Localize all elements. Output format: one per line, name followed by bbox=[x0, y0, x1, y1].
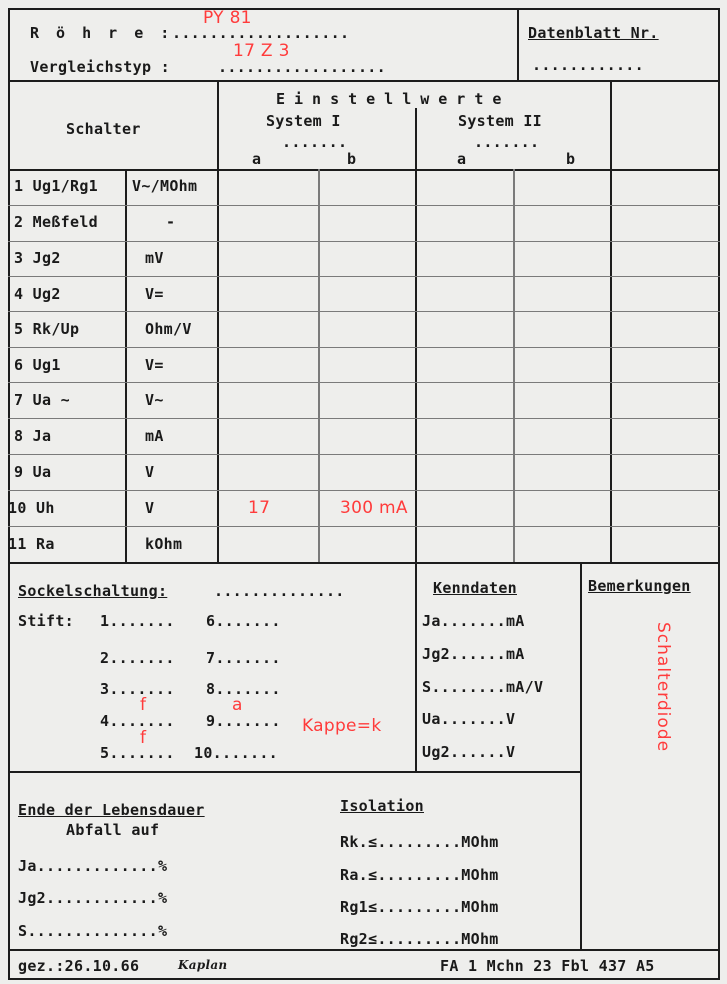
unit-col-line bbox=[217, 169, 219, 563]
row-line bbox=[8, 205, 720, 206]
sockel-title-dots: .............. bbox=[214, 582, 345, 600]
row-unit: - bbox=[166, 213, 176, 231]
system2-col-a: a bbox=[457, 150, 467, 168]
pin-left: 2....... bbox=[100, 649, 175, 667]
row-line bbox=[8, 382, 720, 383]
system1-label: System I bbox=[266, 112, 341, 130]
row-unit: V~/MOhm bbox=[132, 177, 198, 195]
system2-col-b: b bbox=[566, 150, 576, 168]
row-line bbox=[8, 526, 720, 527]
pin4-note-f: f bbox=[140, 695, 147, 715]
frame-bottom bbox=[8, 978, 720, 980]
system-split-line bbox=[415, 108, 417, 563]
row-name: 11 Ra bbox=[8, 535, 55, 553]
frame-top bbox=[8, 8, 720, 10]
row-line bbox=[8, 418, 720, 419]
settings-header-bottom bbox=[8, 169, 720, 171]
grid-bottom bbox=[8, 562, 720, 564]
lebensdauer-item: Jg2............% bbox=[18, 889, 168, 907]
row-unit: V bbox=[145, 463, 155, 481]
isolation-item: Ra.≤.........MOhm bbox=[340, 866, 499, 884]
bemerkungen-note: Schalterdiode bbox=[653, 622, 673, 753]
row-unit: Ohm/V bbox=[145, 320, 192, 338]
pin-right: 9....... bbox=[206, 712, 281, 730]
roehre-label: R ö h r e : bbox=[30, 24, 174, 42]
kenndaten-title: Kenndaten bbox=[433, 579, 517, 597]
lebensdauer-item: Ja.............% bbox=[18, 857, 168, 875]
row-unit: V= bbox=[145, 285, 164, 303]
system1-col-a: a bbox=[252, 150, 262, 168]
row-name: 3 Jg2 bbox=[14, 249, 61, 267]
kenndaten-item: Ua.......V bbox=[422, 710, 516, 728]
bemerkungen-title: Bemerkungen bbox=[588, 577, 691, 595]
datenblatt-dots: ............ bbox=[532, 56, 644, 74]
pin9-note-a: a bbox=[232, 695, 243, 715]
vergleich-label: Vergleichstyp : bbox=[30, 58, 170, 76]
row-name: 5 Rk/Up bbox=[14, 320, 80, 338]
schalter-label: Schalter bbox=[66, 120, 141, 138]
roehre-value: PY 81 bbox=[203, 8, 252, 28]
row-line bbox=[8, 276, 720, 277]
pin5-note-f: f bbox=[140, 728, 147, 748]
isolation-title: Isolation bbox=[340, 797, 424, 815]
row-unit: V bbox=[145, 499, 155, 517]
footer-gez: gez.:26.10.66 bbox=[18, 957, 140, 975]
lebensdauer-subtitle: Abfall auf bbox=[66, 821, 160, 839]
row-name: 7 Ua ~ bbox=[14, 391, 70, 409]
row-unit: V~ bbox=[145, 391, 164, 409]
lebensdauer-top-line bbox=[8, 771, 582, 773]
system2-dots: ....... bbox=[474, 133, 540, 151]
kenndaten-item: Jg2......mA bbox=[422, 645, 525, 663]
vergleich-dots: .................. bbox=[218, 58, 386, 76]
footer-code: FA 1 Mchn 23 Fbl 437 A5 bbox=[440, 957, 655, 975]
pin-left: 3....... bbox=[100, 680, 175, 698]
uh-value-system1: 17 bbox=[248, 498, 271, 518]
system2-label: System II bbox=[458, 112, 542, 130]
system1-dots: ....... bbox=[282, 133, 348, 151]
row-unit: kOhm bbox=[145, 535, 183, 553]
row-name: 9 Ua bbox=[14, 463, 52, 481]
pin-left: 5....... bbox=[100, 744, 175, 762]
pin-left: 4....... bbox=[100, 712, 175, 730]
pin-right: 8....... bbox=[206, 680, 281, 698]
frame-right bbox=[718, 8, 720, 980]
pin-right: 6....... bbox=[206, 612, 281, 630]
kenndaten-item: Ug2......V bbox=[422, 743, 516, 761]
frame-left bbox=[8, 8, 10, 980]
row-name: 4 Ug2 bbox=[14, 285, 61, 303]
stift-label: Stift: bbox=[18, 612, 74, 630]
name-col-line bbox=[125, 169, 127, 563]
row-line bbox=[8, 347, 720, 348]
pin-right: 7....... bbox=[206, 649, 281, 667]
uh-value-current: 300 mA bbox=[340, 498, 408, 518]
isolation-item: Rg1≤.........MOhm bbox=[340, 898, 499, 916]
footer-signature: Kaplan bbox=[178, 958, 228, 972]
row-line bbox=[8, 454, 720, 455]
row-line bbox=[8, 241, 720, 242]
pin-right: 10....... bbox=[194, 744, 278, 762]
row-name: 8 Ja bbox=[14, 427, 52, 445]
footer-top-line bbox=[8, 949, 720, 951]
row-unit: V= bbox=[145, 356, 164, 374]
datenblatt-label: Datenblatt Nr. bbox=[528, 24, 659, 42]
row-line bbox=[8, 490, 720, 491]
row-name: 2 Meßfeld bbox=[14, 213, 98, 231]
vergleich-value: 17 Z 3 bbox=[233, 41, 290, 61]
pin-left: 1....... bbox=[100, 612, 175, 630]
sockel-title: Sockelschaltung: bbox=[18, 582, 168, 600]
row-unit: mA bbox=[145, 427, 164, 445]
roehre-dots: ................... bbox=[172, 24, 350, 42]
kenndaten-item: Ja.......mA bbox=[422, 612, 525, 630]
row-name: 10 Uh bbox=[8, 499, 55, 517]
schalter-col-line bbox=[217, 80, 219, 170]
header-split bbox=[517, 8, 519, 80]
lebensdauer-title: Ende der Lebensdauer bbox=[18, 801, 205, 819]
header-divider bbox=[8, 80, 720, 82]
system1-col-b: b bbox=[347, 150, 357, 168]
einstellwerte-label: Einstellwerte bbox=[276, 90, 511, 108]
kenndaten-item: S........mA/V bbox=[422, 678, 544, 696]
isolation-item: Rg2≤.........MOhm bbox=[340, 930, 499, 948]
row-name: 6 Ug1 bbox=[14, 356, 61, 374]
col-b1-line bbox=[318, 169, 320, 563]
lebensdauer-item: S..............% bbox=[18, 922, 168, 940]
isolation-item: Rk.≤.........MOhm bbox=[340, 833, 499, 851]
row-unit: mV bbox=[145, 249, 164, 267]
kenndaten-left-line bbox=[415, 562, 417, 772]
row-name: 1 Ug1/Rg1 bbox=[14, 177, 98, 195]
row-line bbox=[8, 311, 720, 312]
col-b2-line bbox=[513, 169, 515, 563]
bemerkungen-left-line bbox=[580, 562, 582, 950]
kappe-note: Kappe=k bbox=[302, 716, 382, 736]
